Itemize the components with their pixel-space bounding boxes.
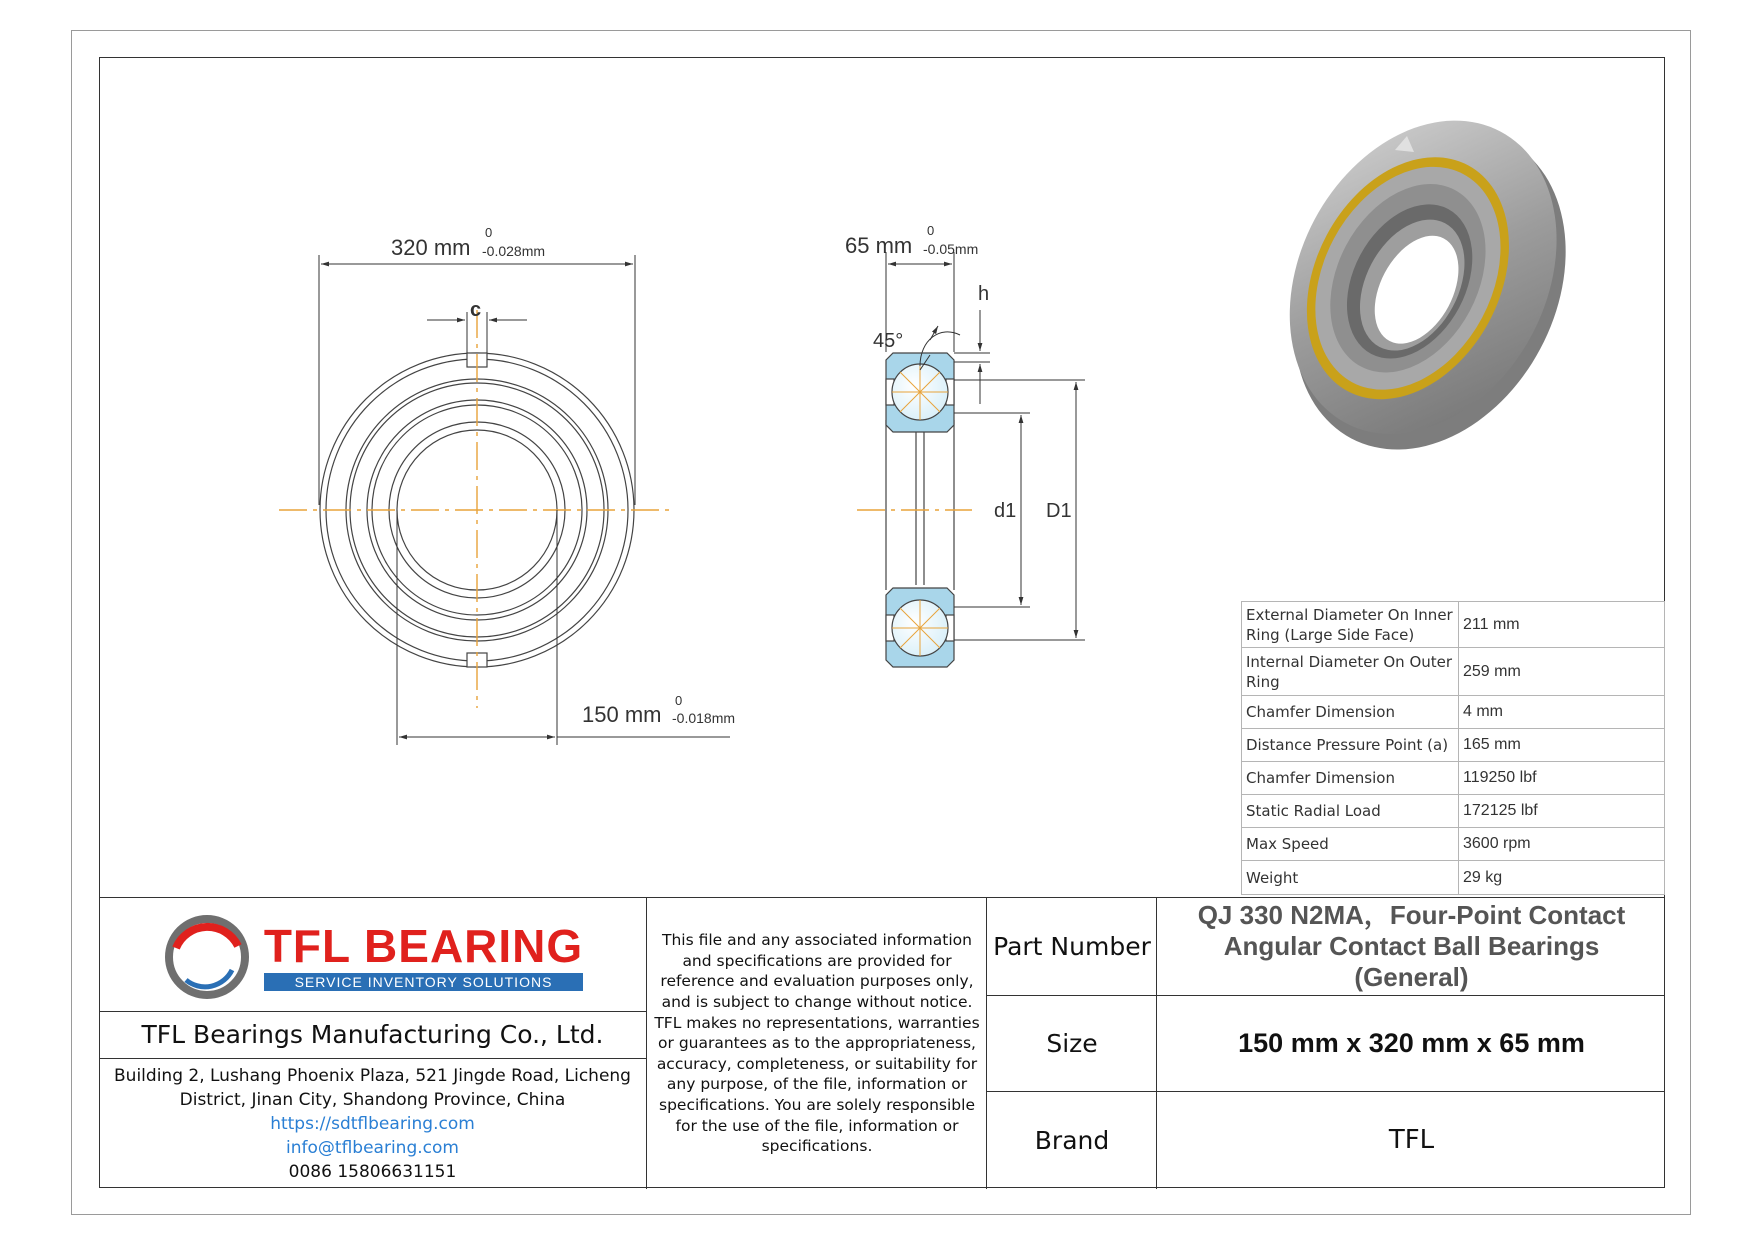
front-centerlines — [279, 310, 675, 708]
outer-tol-upper: 0 — [485, 225, 493, 240]
angle-label: 45° — [873, 330, 904, 352]
h-label: h — [978, 283, 990, 305]
outer-tol-lower: -0.028mm — [482, 243, 546, 259]
c-label: c — [470, 299, 482, 321]
spec-key: Internal Diameter On Outer Ring — [1242, 648, 1459, 696]
table-row — [1242, 828, 1665, 861]
D1-label: D1 — [1046, 500, 1072, 522]
width-tol-upper: 0 — [927, 223, 935, 238]
spec-value: 29 kg — [1459, 861, 1665, 895]
logo-ring-icon — [162, 910, 252, 1000]
spec-value: 3600 rpm — [1459, 828, 1665, 861]
table-row — [1242, 648, 1665, 696]
logo-name: TFL BEARING — [263, 919, 584, 972]
logo-tagline: SERVICE INVENTORY SOLUTIONS — [264, 973, 583, 991]
table-row — [1242, 602, 1665, 648]
bearing-3d-render — [1232, 74, 1622, 497]
spec-value: 172125 lbf — [1459, 795, 1665, 828]
company-address: Building 2, Lushang Phoenix Plaza, 521 Jingde Road, Licheng District, Jinan City, Shandong Province, China — [114, 1065, 631, 1110]
bore-label: 150 mm — [582, 702, 662, 727]
company-name: TFL Bearings Manufacturing Co., Ltd. — [141, 1020, 604, 1049]
spec-key: Distance Pressure Point (a) — [1242, 729, 1459, 762]
width-tol-lower: -0.05mm — [923, 241, 979, 257]
spec-table — [1241, 601, 1665, 895]
brand-value: TFL — [1388, 1125, 1435, 1155]
d1-label: d1 — [994, 500, 1017, 522]
spec-value: 211 mm — [1459, 602, 1665, 648]
bore-tol-lower: -0.018mm — [672, 710, 736, 726]
brand-label: Brand — [1034, 1125, 1110, 1155]
table-row — [1242, 729, 1665, 762]
spec-key: Weight — [1242, 861, 1459, 895]
size-label: Size — [1046, 1028, 1098, 1058]
table-row — [1242, 696, 1665, 729]
outer-diameter-label: 320 mm — [391, 235, 471, 260]
title-block — [99, 897, 1665, 1188]
phone-number: 0086 15806631151 — [288, 1161, 457, 1182]
website-link[interactable]: https://sdtflbearing.com — [270, 1113, 475, 1134]
spec-key: Static Radial Load — [1242, 795, 1459, 828]
spec-value: 119250 lbf — [1459, 762, 1665, 795]
spec-value: 4 mm — [1459, 696, 1665, 729]
company-logo — [99, 898, 646, 1011]
spec-value: 165 mm — [1459, 729, 1665, 762]
company-contact — [99, 1058, 646, 1189]
width-label: 65 mm — [845, 233, 913, 258]
bore-tol-upper: 0 — [675, 693, 683, 708]
part-number-label: Part Number — [993, 932, 1151, 961]
spec-key: External Diameter On Inner Ring (Large Side Face) — [1242, 602, 1459, 648]
spec-key: Max Speed — [1242, 828, 1459, 861]
size-value: 150 mm x 320 mm x 65 mm — [1238, 1027, 1585, 1058]
spec-value: 259 mm — [1459, 648, 1665, 696]
email-link[interactable]: info@tflbearing.com — [286, 1137, 459, 1158]
spec-key: Chamfer Dimension — [1242, 696, 1459, 729]
front-dimensions — [319, 255, 730, 745]
table-row — [1242, 762, 1665, 795]
part-number-value: QJ 330 N2MA，Four-Point Contact Angular Contact Ball Bearings (General) — [1197, 900, 1626, 992]
table-row — [1242, 795, 1665, 828]
spec-key: Chamfer Dimension — [1242, 762, 1459, 795]
table-row — [1242, 861, 1665, 895]
disclaimer-text: This file and any associated information and specifications are provided for reference and evaluation purposes only, and is subject to change without notice. TFL makes no representations, warranties or guarantees as to the appropriateness, accuracy, completeness, or suitability for any purpose, of the file, information or specifications. You are solely responsible for the use of the file, information or specifications. — [654, 931, 980, 1156]
